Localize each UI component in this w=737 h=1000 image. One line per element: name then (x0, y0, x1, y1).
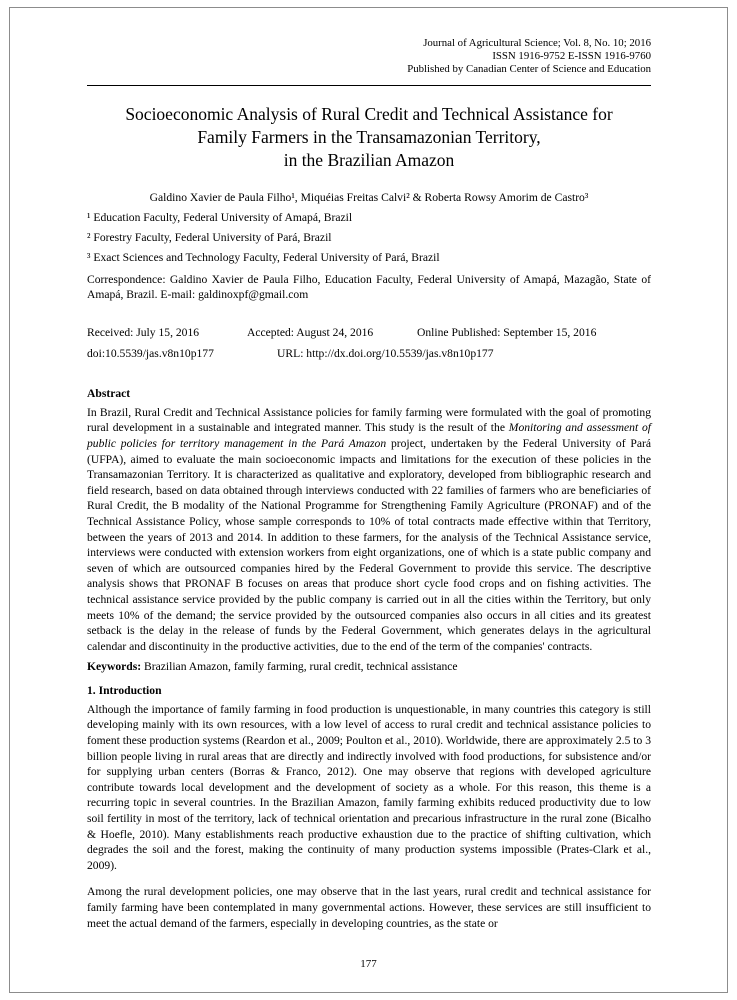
article-title-line-2: Family Farmers in the Transamazonian Territory, (197, 126, 541, 147)
article-title (87, 103, 651, 172)
publication-dates-row (87, 326, 651, 339)
keywords-label: Keywords: (87, 660, 142, 674)
affiliation-1: ¹ Education Faculty, Federal University of Amapá, Brazil (87, 210, 353, 224)
keywords-line (87, 659, 651, 675)
received-date: Received: July 15, 2016 (87, 325, 200, 339)
authors-line: Galdino Xavier de Paula Filho¹, Miquéias Freitas Calvi² & Roberta Rowsy Amorim de Castro³ (149, 190, 589, 204)
introduction-paragraph-2: Among the rural development policies, one may observe that in the last years, rural credit and technical assistance for family farming have been contemplated in many governmental actions. However, these services are still insufficient to meet the actual demand of the farmers, especially in developing countries, as the state or (87, 885, 651, 930)
article-title-line-3: in the Brazilian Amazon (283, 149, 455, 170)
article-title-line-1: Socioeconomic Analysis of Rural Credit and Technical Assistance for (125, 103, 613, 124)
url-text: URL: http://dx.doi.org/10.5539/jas.v8n10p177 (277, 346, 494, 360)
header-divider (87, 85, 651, 86)
keywords-text: Brazilian Amazon, family farming, rural credit, technical assistance (141, 660, 458, 674)
affiliation-3: ³ Exact Sciences and Technology Faculty, Federal University of Pará, Brazil (87, 250, 440, 264)
abstract-part-2: project, undertaken by the Federal University of Pará (UFPA), aimed to evaluate the main socioeconomic impacts and limitations for the execution of these policies in the Transamazonian Territory. It is characterized as qualitative and exploratory, developed from bibliographic research and field research, based on data obtained through interviews conducted with 22 families of farmers who are beneficiaries of Rural Credit, the B modality of the National Programme for Strengthening Family Agriculture (PRONAF) and of the Technical Assistance Policy, whose sample corresponds to 10% of total contracts made effective within that Territory, between the years of 2013 and 2014. In addition to these farmers, for the analysis of the Technical Assistance service, interviews were conducted with extension workers from eight organizations, one of which is a state public company and seven of which are outsourced companies hired by the Federal Government to provide this service. The descriptive analysis shows that PRONAF B focuses on areas that produce short cycle food crops and on fishing activities. The technical assistance service provided by the public company is carried out in all the cities within the Territory, but only meets 10% of the demand; the service provided by the outsourced companies also occurs in all cities and its greatest setback is the delay in the release of funds by the Federal Government, which generates delays in the agricultural calendar and discontinuity in the productive activities, due to the end of the term of the companies' contracts. (87, 436, 651, 653)
accepted-date: Accepted: August 24, 2016 (247, 325, 374, 339)
abstract-text (87, 405, 651, 655)
abstract-heading: Abstract (87, 386, 131, 400)
page-content (87, 37, 651, 931)
journal-publisher-line: Published by Canadian Center of Science and Education (407, 63, 651, 76)
introduction-paragraph-1: Although the importance of family farming in food production is unquestionable, in many countries this category is still developing mainly with its own resources, with a low level of access to rural credit and technical assistance policies to foment these production systems (Reardon et al., 2009; Poulton et al., 2010). Worldwide, there are approximately 2.5 to 3 billion people living in rural areas that are directly and indirectly involved with food productions, for subsistence and/or for supplying urban centers (Borras & Franco, 2012). One may observe that regions with developed agriculture contribute towards local development and the development of society as a whole. For this reason, this theme is a recurring topic in several countries. In the Brazilian Amazon, family farming exhibits reduced productivity due to low soil fertility in most of the territory, lack of technical orientation and precarious infrastructure in the rural zone (Bicalho & Hoefle, 2010). Many establishments reach productive exhaustion due to the practice of shifting cultivation, which degrades the soil and the forest, making the continuity of many production systems impossible (Prates-Clark et al., 2009). (87, 702, 651, 872)
doi-text: doi:10.5539/jas.v8n10p177 (87, 346, 214, 360)
introduction-heading: 1. Introduction (87, 683, 162, 697)
abstract-part-1: In Brazil, Rural Credit and Technical Assistance policies for family farming were formulated with the goal of promoting rural development in a sustainable and integrated manner. This study is the result of the (87, 405, 651, 435)
journal-header (87, 37, 651, 77)
correspondence-text: Correspondence: Galdino Xavier de Paula Filho, Education Faculty, Federal University of Amapá, Mazagão, State of Amapá, Brazil. E-mail: galdinoxpf@gmail.com (87, 272, 651, 302)
journal-issn-line: ISSN 1916-9752 E-ISSN 1916-9760 (492, 50, 651, 63)
affiliation-2: ² Forestry Faculty, Federal University of Pará, Brazil (87, 230, 332, 244)
online-published-date: Online Published: September 15, 2016 (417, 325, 597, 339)
page-number: 177 (360, 958, 377, 970)
journal-title-line: Journal of Agricultural Science; Vol. 8, No. 10; 2016 (423, 37, 651, 49)
abstract-project-title: Monitoring and assessment of public policies for territory management in the Pará Amazon (87, 421, 651, 450)
doi-row (87, 347, 651, 360)
